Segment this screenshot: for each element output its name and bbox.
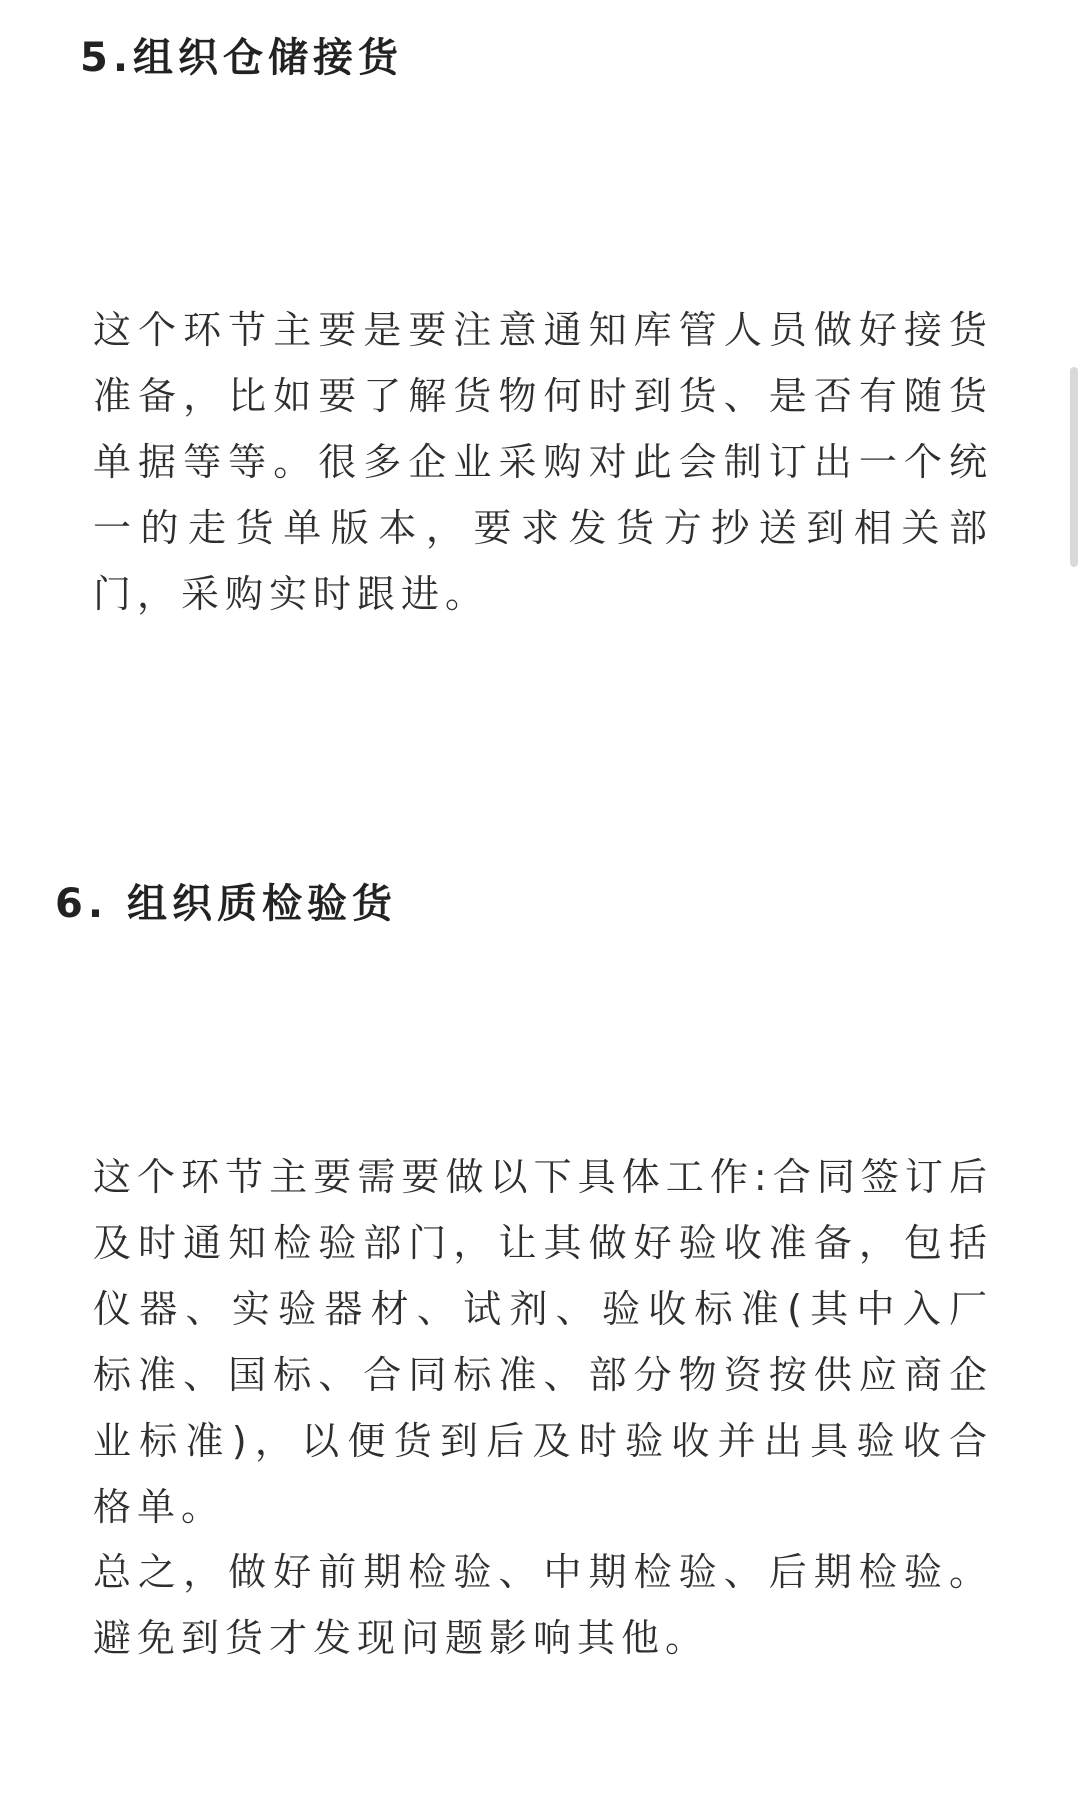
section-5-heading: 5.组织仓储接货 [80,35,404,81]
section-6-summary: 总之，做好前期检验、中期检验、后期检验。避免到货才发现问题影响其他。 [93,1550,993,1660]
section-6-heading: 6. 组织质检验货 [55,881,397,927]
section-6-paragraph: 这个环节主要需要做以下具体工作:合同签订后及时通知检验部门，让其做好验收准备，包括仪器、实验器材、试剂、验收标准(其中入厂标准、国标、合同标准、部分物资按供应商企业标准)，以便货到后及时验收并出具验收合格单。 [93,1155,993,1529]
vertical-scrollbar[interactable] [1070,367,1078,567]
section-5-paragraph: 这个环节主要是要注意通知库管人员做好接货准备，比如要了解货物何时到货、是否有随货单据等等。很多企业采购对此会制订出一个统一的走货单版本，要求发货方抄送到相关部门，采购实时跟进。 [93,308,993,616]
